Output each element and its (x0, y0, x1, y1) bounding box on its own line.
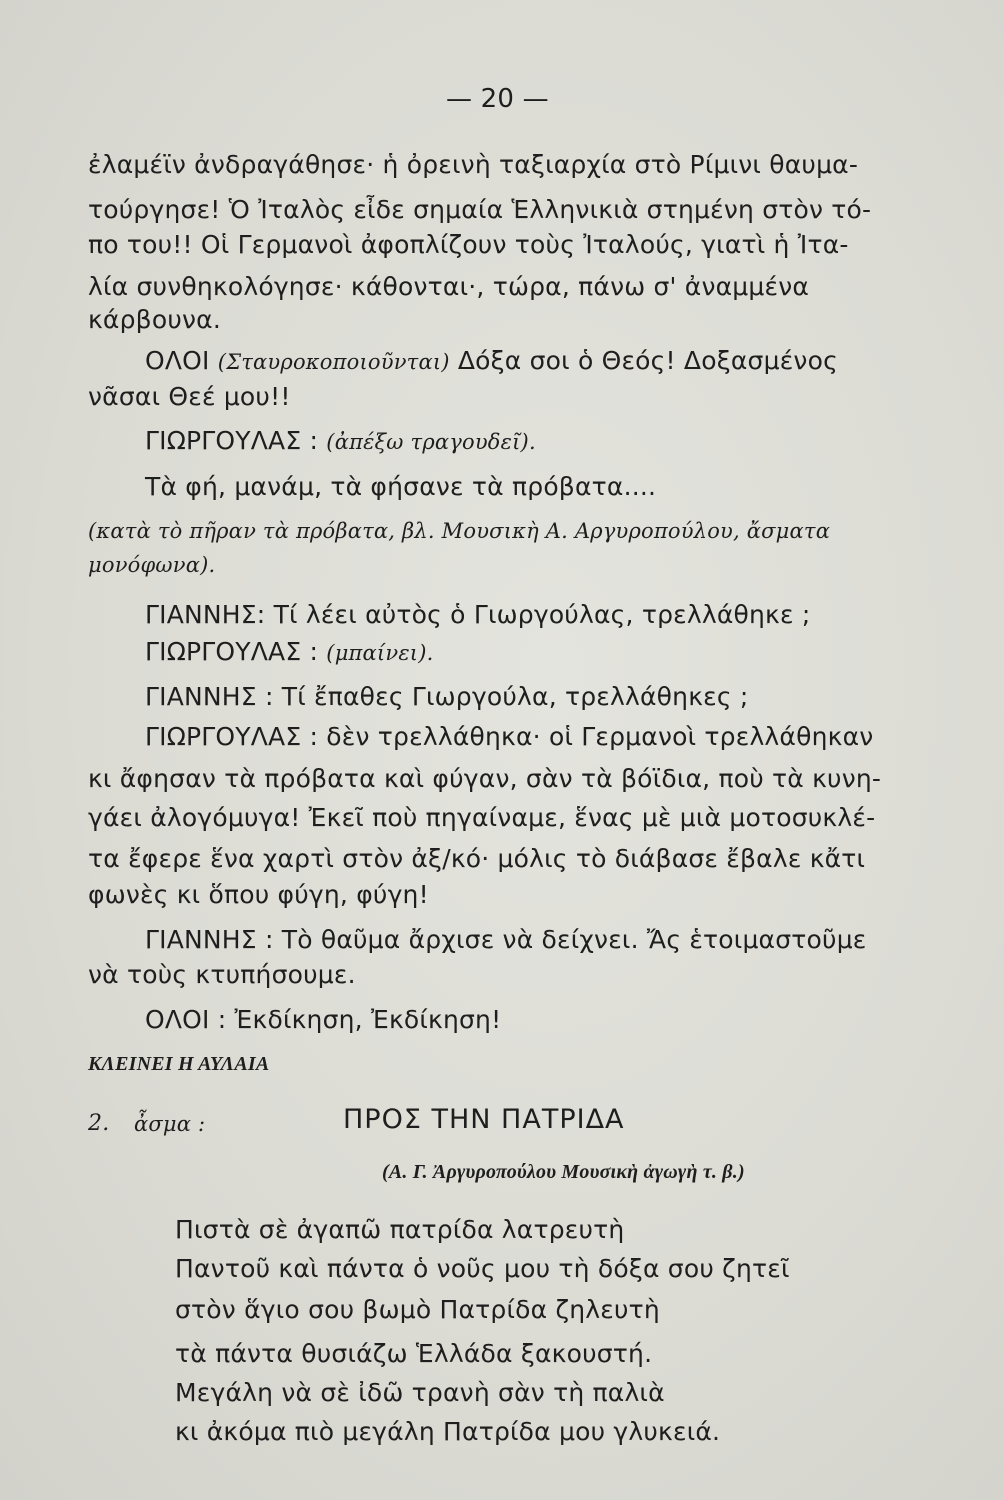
text-line-4: λία συνθηκολόγησε· κάθονται·, τώρα, πάνω σ' ἀναμμένα (88, 272, 810, 301)
text-line-14: ΓΙΑΝΝΗΣ : Τί ἔπαθες Γιωργούλα, τρελλάθηκες ; (145, 682, 749, 711)
text-line-11: μονόφωνα). (88, 553, 216, 577)
text-line-3: πο του!! Οἱ Γερμανοὶ ἀφοπλίζουν τοὺς Ἰταλούς, γιατὶ ἡ Ἰτα- (88, 230, 849, 259)
page-number: — 20 — (446, 84, 549, 114)
text-line-5: κάρβουνα. (88, 305, 221, 334)
text-line-1: ἐλαμέϊν ἀνδραγάθησε· ἡ ὀρεινὴ ταξιαρχία στὸ Ρίμινι θαυμα- (88, 150, 859, 179)
song-credit: (Α. Γ. Ἀργυροπούλου Μουσικὴ ἀγωγὴ τ. β.) (382, 1161, 745, 1183)
text-line-8 (145, 424, 536, 459)
song-label: ἆσμα : (134, 1112, 206, 1136)
curtain-closes: ΚΛΕΙΝΕΙ Η ΑΥΛΑΙΑ (88, 1053, 270, 1075)
speaker-giorgoulas: ΓΙΩΡΓΟΥΛΑΣ : (145, 426, 319, 455)
text-line-15: ΓΙΩΡΓΟΥΛΑΣ : δὲν τρελλάθηκα· οἱ Γερμανοὶ τρελλάθηκαν (145, 722, 874, 751)
dialogue-text: Δόξα σοι ὁ Θεός! Δοξασμένος (457, 346, 838, 375)
text-line-20: ΓΙΑΝΝΗΣ : Τὸ θαῦμα ἄρχισε νὰ δείχνει. Ἄς ἑτοιμαστοῦμε (145, 925, 867, 954)
text-line-19: φωνὲς κι ὅπου φύγη, φύγη! (88, 880, 429, 909)
speaker-oloi: ΟΛΟΙ (145, 346, 210, 375)
verse-line: Παντοῦ καὶ πάντα ὁ νοῦς μου τὴ δόξα σου ζητεῖ (175, 1254, 790, 1283)
song-title: ΠΡΟΣ ΤΗΝ ΠΑΤΡΙΔΑ (343, 1104, 625, 1135)
song-number: 2. (88, 1111, 110, 1136)
verse-line: στὸν ἅγιο σου βωμὸ Πατρίδα ζηλευτὴ (175, 1295, 660, 1324)
text-line-6 (145, 344, 838, 379)
text-line-21: νὰ τοὺς κτυπήσουμε. (88, 960, 356, 989)
text-line-10: (κατὰ τὸ πῆραν τὰ πρόβατα, βλ. Μουσικὴ Α. Αργυροπούλου, ἄσματα (88, 519, 831, 543)
verse-line: Πιστὰ σὲ ἀγαπῶ πατρίδα λατρευτὴ (175, 1215, 625, 1244)
text-line-2: τούργησε! Ὁ Ἰταλὸς εἶδε σημαία Ἑλληνικιὰ στημένη στὸν τό- (88, 195, 872, 224)
stage-direction: (Σταυροκοποιοῦνται) (217, 350, 450, 374)
text-line-12: ΓΙΑΝΝΗΣ: Τί λέει αὐτὸς ὁ Γιωργούλας, τρελλάθηκε ; (145, 600, 811, 629)
verse-line: Μεγάλη νὰ σὲ ἰδῶ τρανὴ σὰν τὴ παλιὰ (175, 1378, 665, 1407)
text-line-16: κι ἄφησαν τὰ πρόβατα καὶ φύγαν, σὰν τὰ βόϊδια, ποὺ τὰ κυνη- (88, 764, 882, 793)
stage-direction: (μπαίνει). (326, 641, 434, 665)
speaker-giorgoulas: ΓΙΩΡΓΟΥΛΑΣ : (145, 637, 319, 666)
text-line-7: νᾶσαι Θεέ μου!! (88, 382, 291, 411)
verse-line: τὰ πάντα θυσιάζω Ἑλλάδα ξακουστή. (175, 1339, 653, 1368)
text-line-18: τα ἔφερε ἕνα χαρτὶ στὸν ἀξ/κό· μόλις τὸ διάβασε ἔβαλε κἄτι (88, 844, 866, 873)
text-line-22: ΟΛΟΙ : Ἐκδίκηση, Ἐκδίκηση! (145, 1005, 502, 1034)
text-line-17: γάει ἀλογόμυγα! Ἐκεῖ ποὺ πηγαίναμε, ἕνας μὲ μιὰ μοτοσυκλέ- (88, 803, 876, 832)
verse-line: κι ἀκόμα πιὸ μεγάλη Πατρίδα μου γλυκειά. (175, 1417, 721, 1446)
stage-direction: (ἀπέξω τραγουδεῖ). (326, 430, 536, 454)
text-line-13 (145, 635, 434, 670)
text-line-9: Τὰ φή, μανάμ, τὰ φήσανε τὰ πρόβατα.... (145, 472, 657, 501)
